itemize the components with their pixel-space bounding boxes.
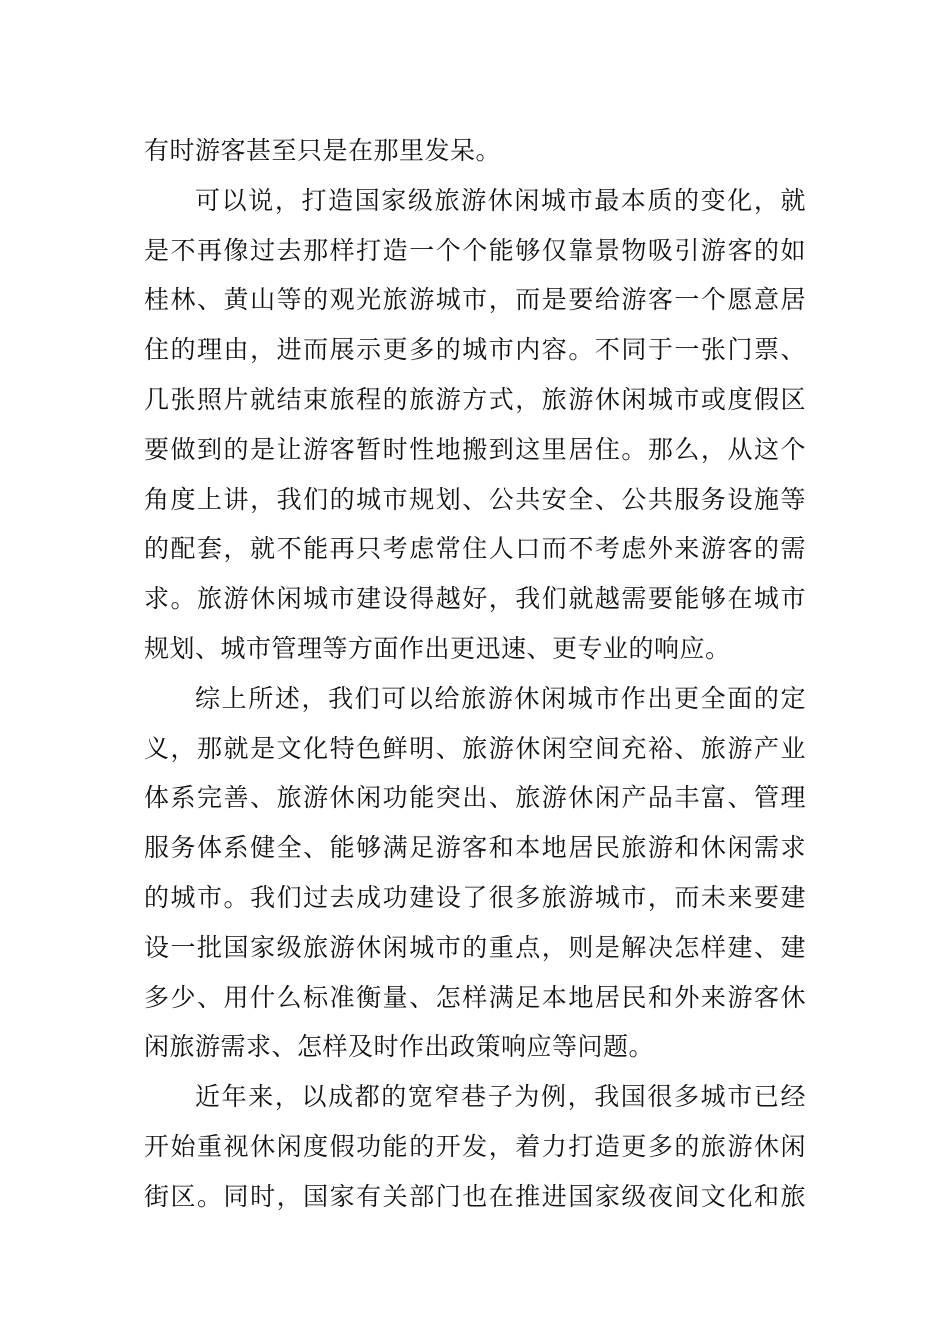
text-line: 是不再像过去那样打造一个个能够仅靠景物吸引游客的如 [144, 235, 806, 265]
document-body [144, 126, 806, 1222]
text-line: 的配套，就不能再只考虑常住人口而不考虑外来游客的需 [144, 534, 806, 564]
text-line: 设一批国家级旅游休闲城市的重点，则是解决怎样建、建 [144, 932, 806, 962]
text-line: 桂林、黄山等的观光旅游城市，而是要给游客一个愿意居 [144, 285, 806, 315]
text-line: 服务体系健全、能够满足游客和本地居民旅游和休闲需求 [144, 833, 806, 863]
text-line: 住的理由，进而展示更多的城市内容。不同于一张门票、 [144, 335, 806, 365]
paragraph [144, 126, 806, 176]
text-line: 综上所述，我们可以给旅游休闲城市作出更全面的定 [195, 683, 806, 713]
text-line: 的城市。我们过去成功建设了很多旅游城市，而未来要建 [144, 882, 806, 912]
text-line: 闲旅游需求、怎样及时作出政策响应等问题。 [144, 1032, 655, 1062]
text-line: 义，那就是文化特色鲜明、旅游休闲空间充裕、旅游产业 [144, 733, 806, 763]
text-line: 近年来，以成都的宽窄巷子为例，我国很多城市已经 [195, 1082, 806, 1112]
paragraph [144, 1072, 806, 1221]
text-line: 有时游客甚至只是在那里发呆。 [144, 136, 502, 165]
text-line: 规划、城市管理等方面作出更迅速、更专业的响应。 [144, 633, 731, 663]
text-line: 可以说，打造国家级旅游休闲城市最本质的变化，就 [195, 185, 806, 215]
text-line: 街区。同时，国家有关部门也在推进国家级夜间文化和旅 [144, 1181, 806, 1211]
text-line: 角度上讲，我们的城市规划、公共安全、公共服务设施等 [144, 484, 806, 514]
paragraph [144, 176, 806, 674]
text-line: 体系完善、旅游休闲功能突出、旅游休闲产品丰富、管理 [144, 783, 806, 813]
text-line: 几张照片就结束旅程的旅游方式，旅游休闲城市或度假区 [144, 384, 806, 414]
text-line: 要做到的是让游客暂时性地搬到这里居住。那么，从这个 [144, 434, 806, 464]
text-line: 开始重视休闲度假功能的开发，着力打造更多的旅游休闲 [144, 1131, 806, 1161]
text-line: 多少、用什么标准衡量、怎样满足本地居民和外来游客休 [144, 982, 806, 1012]
paragraph [144, 674, 806, 1072]
text-line: 求。旅游休闲城市建设得越好，我们就越需要能够在城市 [144, 584, 806, 614]
